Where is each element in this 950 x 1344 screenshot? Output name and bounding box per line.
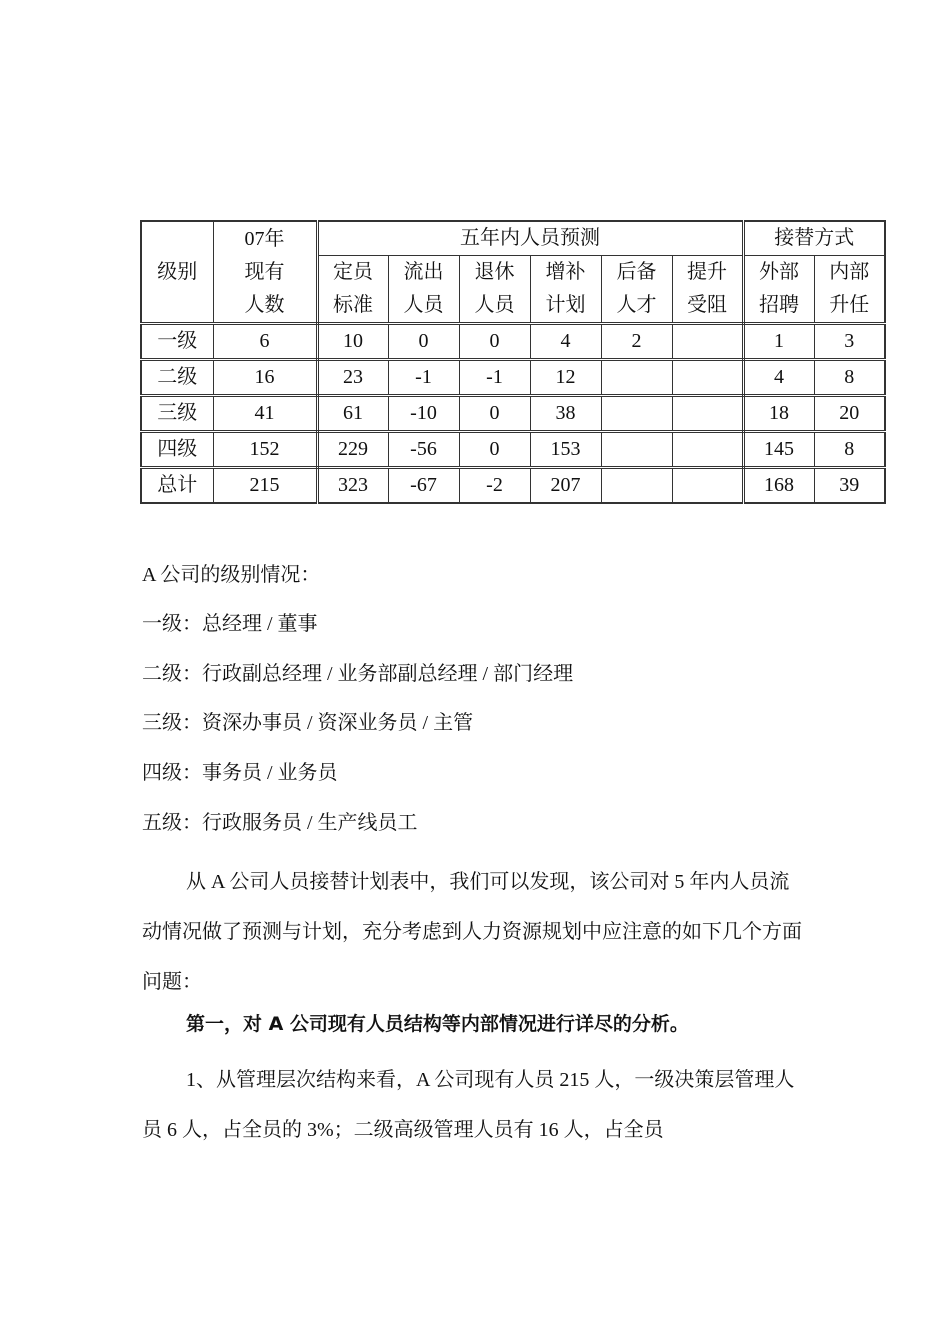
current-count-header: 07年 现有 人数 [213, 221, 317, 324]
row-internal: 8 [814, 432, 885, 468]
row-level: 四级 [141, 432, 213, 468]
table-row [141, 432, 885, 468]
header-row-1 [141, 221, 885, 256]
row-current: 215 [213, 468, 317, 504]
row-reserve [601, 468, 672, 504]
row-quota: 23 [317, 360, 388, 396]
row-retire: -2 [459, 468, 530, 504]
level-2-desc: 二级：行政副总经理 / 业务部副总经理 / 部门经理 [142, 663, 574, 685]
row-add: 38 [530, 396, 601, 432]
row-quota: 229 [317, 432, 388, 468]
row-internal: 3 [814, 324, 885, 360]
row-level: 三级 [141, 396, 213, 432]
row-blocked [672, 432, 743, 468]
row-add: 207 [530, 468, 601, 504]
row-quota: 323 [317, 468, 388, 504]
outflow-header: 流出 人员 [388, 256, 459, 324]
row-blocked [672, 396, 743, 432]
row-retire: 0 [459, 432, 530, 468]
row-outflow: -10 [388, 396, 459, 432]
row-level: 二级 [141, 360, 213, 396]
row-current: 41 [213, 396, 317, 432]
table-row-total [141, 468, 885, 504]
add-plan-header: 增补 计划 [530, 256, 601, 324]
row-reserve [601, 432, 672, 468]
level-1-desc: 一级：总经理 / 董事 [142, 613, 318, 635]
row-current: 16 [213, 360, 317, 396]
row-blocked [672, 324, 743, 360]
personnel-replacement-table [140, 220, 886, 504]
row-add: 153 [530, 432, 601, 468]
row-retire: 0 [459, 324, 530, 360]
level-3-desc: 三级：资深办事员 / 资深业务员 / 主管 [142, 712, 474, 734]
row-internal: 20 [814, 396, 885, 432]
row-external: 18 [743, 396, 814, 432]
row-add: 12 [530, 360, 601, 396]
row-level: 一级 [141, 324, 213, 360]
forecast-group-header: 五年内人员预测 [317, 221, 743, 256]
row-level: 总计 [141, 468, 213, 504]
level-header: 级别 [141, 221, 213, 324]
row-current: 152 [213, 432, 317, 468]
table-row [141, 396, 885, 432]
row-external: 145 [743, 432, 814, 468]
reserve-header: 后备 人才 [601, 256, 672, 324]
analysis-paragraph: 1、从管理层次结构来看，A 公司现有人员 215 人，一级决策层管理人员 6 人，占全员的 3%；二级高级管理人员有 16 人，占全员 [142, 1069, 795, 1141]
table-row [141, 360, 885, 396]
row-reserve [601, 360, 672, 396]
row-outflow: -67 [388, 468, 459, 504]
section-heading: 第一，对 A 公司现有人员结构等内部情况进行详尽的分析。 [186, 1013, 689, 1035]
row-internal: 8 [814, 360, 885, 396]
external-header: 外部 招聘 [743, 256, 814, 324]
row-external: 1 [743, 324, 814, 360]
retire-header: 退休 人员 [459, 256, 530, 324]
level-5-desc: 五级：行政服务员 / 生产线员工 [142, 812, 418, 834]
levels-intro: A 公司的级别情况： [142, 564, 321, 586]
row-outflow: 0 [388, 324, 459, 360]
row-quota: 61 [317, 396, 388, 432]
row-reserve: 2 [601, 324, 672, 360]
quota-header: 定员 标准 [317, 256, 388, 324]
row-outflow: -56 [388, 432, 459, 468]
row-blocked [672, 468, 743, 504]
row-external: 168 [743, 468, 814, 504]
blocked-header: 提升 受阻 [672, 256, 743, 324]
table-row [141, 324, 885, 360]
row-retire: 0 [459, 396, 530, 432]
intro-paragraph: 从 A 公司人员接替计划表中，我们可以发现，该公司对 5 年内人员流动情况做了预测与计划，充分考虑到人力资源规划中应注意的如下几个方面问题： [142, 871, 802, 993]
row-reserve [601, 396, 672, 432]
level-4-desc: 四级：事务员 / 业务员 [142, 762, 338, 784]
row-quota: 10 [317, 324, 388, 360]
row-internal: 39 [814, 468, 885, 504]
row-outflow: -1 [388, 360, 459, 396]
row-external: 4 [743, 360, 814, 396]
row-add: 4 [530, 324, 601, 360]
replace-group-header: 接替方式 [743, 221, 885, 256]
row-retire: -1 [459, 360, 530, 396]
row-blocked [672, 360, 743, 396]
row-current: 6 [213, 324, 317, 360]
internal-header: 内部 升任 [814, 256, 885, 324]
